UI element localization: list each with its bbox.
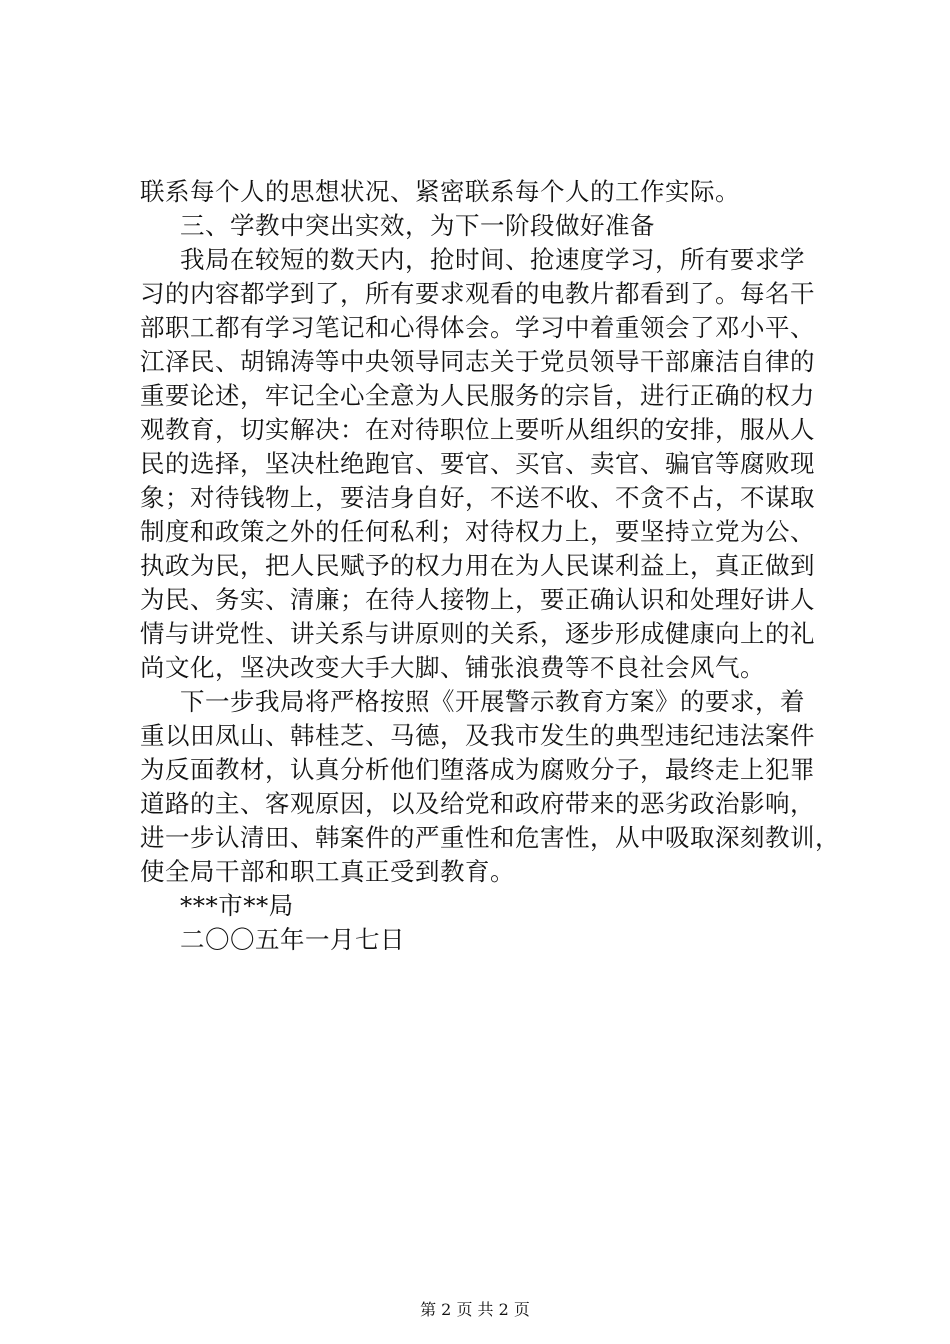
body-text-line: 重以田凤山、韩桂芝、马德，及我市发生的典型违纪违法案件 bbox=[140, 721, 815, 750]
body-text-line: 我局在较短的数天内，抢时间、抢速度学习，所有要求学 bbox=[180, 245, 805, 274]
body-text-line: 象；对待钱物上，要洁身自好，不送不收、不贪不占，不谋取 bbox=[140, 483, 815, 512]
body-text-line: 部职工都有学习笔记和心得体会。学习中着重领会了邓小平、 bbox=[140, 313, 815, 342]
body-text-line: 民的选择，坚决杜绝跑官、要官、买官、卖官、骗官等腐败现 bbox=[140, 449, 815, 478]
body-text-line: 尚文化，坚决改变大手大脚、铺张浪费等不良社会风气。 bbox=[140, 653, 765, 682]
body-text-line: 为民、务实、清廉；在待人接物上，要正确认识和处理好讲人 bbox=[140, 585, 815, 614]
body-text-line: 江泽民、胡锦涛等中央领导同志关于党员领导干部廉洁自律的 bbox=[140, 347, 815, 376]
body-text-line: 为反面教材，认真分析他们堕落成为腐败分子，最终走上犯罪 bbox=[140, 755, 815, 784]
signature-date: 二〇〇五年一月七日 bbox=[180, 925, 405, 954]
body-text-line: 制度和政策之外的任何私利；对待权力上，要坚持立党为公、 bbox=[140, 517, 815, 546]
signature-organization: ***市**局 bbox=[180, 891, 294, 920]
body-text-line: 道路的主、客观原因，以及给党和政府带来的恶劣政治影响， bbox=[140, 789, 815, 818]
body-text-line: 情与讲党性、讲关系与讲原则的关系，逐步形成健康向上的礼 bbox=[140, 619, 815, 648]
body-text-line: 执政为民，把人民赋予的权力用在为人民谋利益上，真正做到 bbox=[140, 551, 815, 580]
body-text-line: 习的内容都学到了，所有要求观看的电教片都看到了。每名干 bbox=[140, 279, 815, 308]
body-text-line: 重要论述，牢记全心全意为人民服务的宗旨，进行正确的权力 bbox=[140, 381, 815, 410]
body-text-line: 观教育，切实解决：在对待职位上要听从组织的安排，服从人 bbox=[140, 415, 815, 444]
body-text-line: 使全局干部和职工真正受到教育。 bbox=[140, 857, 515, 886]
body-text-line: 联系每个人的思想状况、紧密联系每个人的工作实际。 bbox=[140, 177, 740, 206]
body-text-line: 下一步我局将严格按照《开展警示教育方案》的要求，着 bbox=[180, 687, 805, 716]
page-number-footer: 第 2 页 共 2 页 bbox=[420, 1300, 530, 1319]
section-heading: 三、学教中突出实效，为下一阶段做好准备 bbox=[180, 211, 655, 240]
body-text-line: 进一步认清田、韩案件的严重性和危害性，从中吸取深刻教训， bbox=[140, 823, 840, 852]
